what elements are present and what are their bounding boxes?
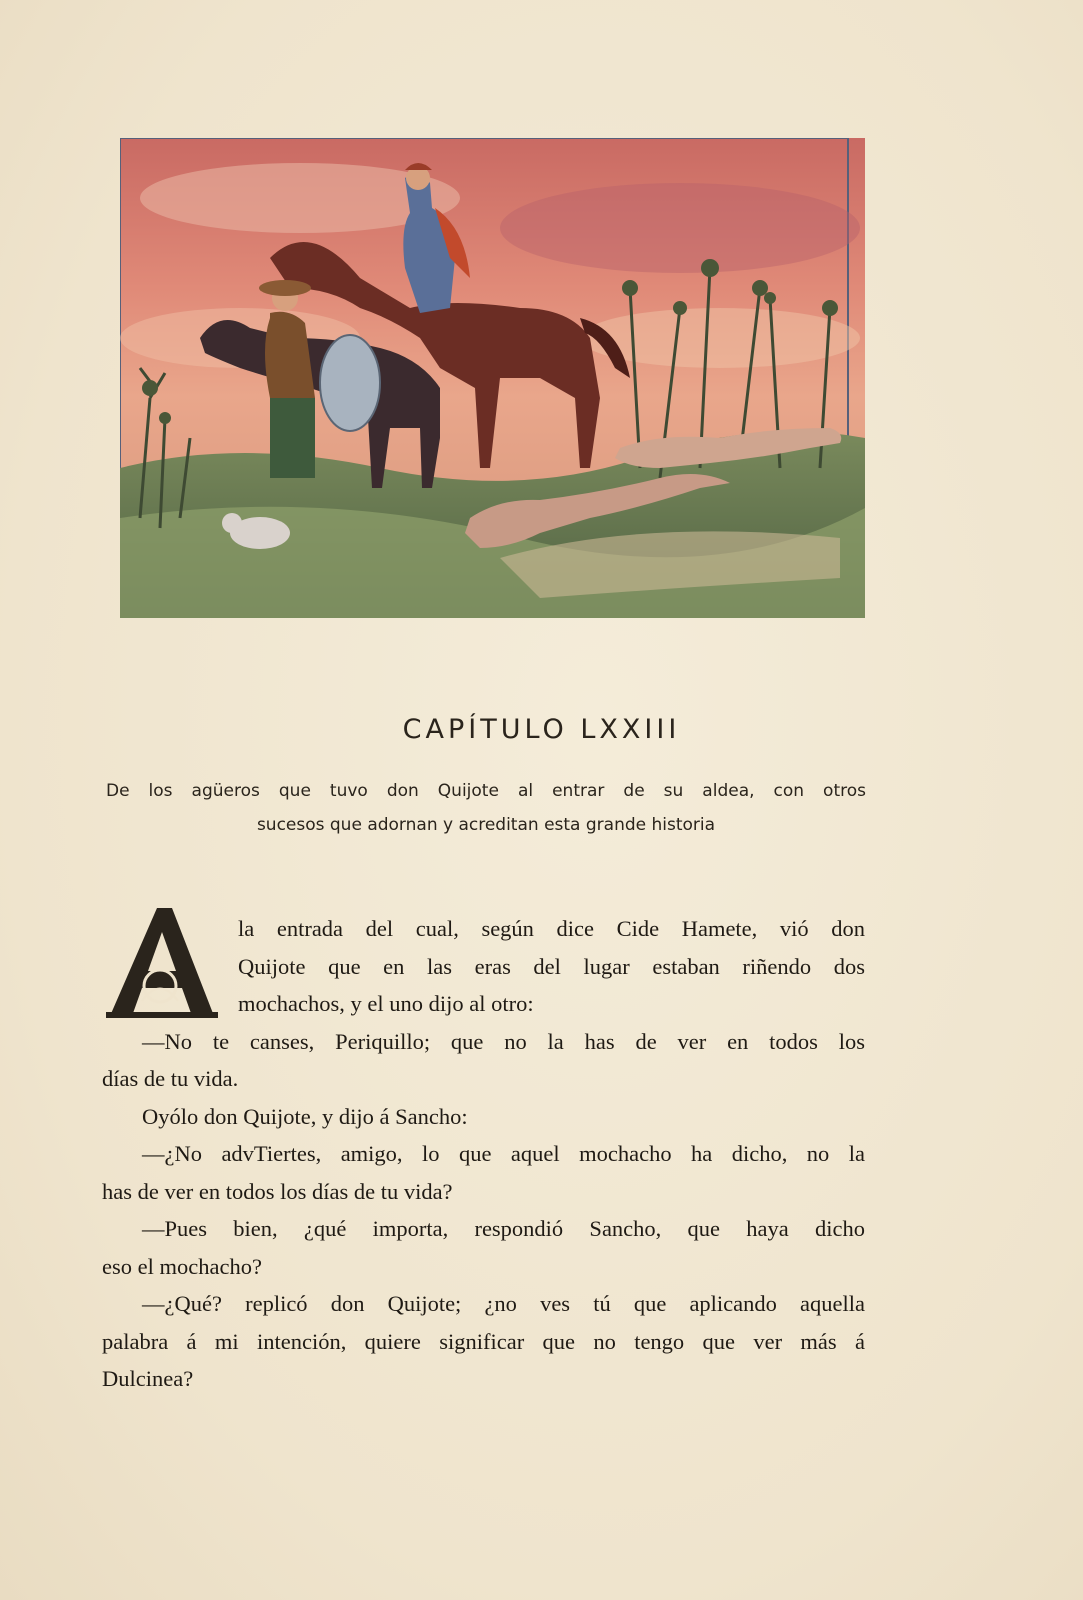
text-line: has de ver en todos los días de tu vida? (102, 1178, 453, 1204)
drop-cap-letter: A (160, 978, 161, 979)
paragraph-2 (102, 1023, 865, 1098)
text-line: —¿Qué? replicó don Quijote; ¿no ves tú que aplicando aquella (142, 1291, 865, 1316)
chapter-illustration (120, 138, 865, 618)
chapter-body (102, 910, 865, 1398)
text-line: Quijote que en las eras del lugar estaban riñendo dos (238, 953, 865, 979)
text-line: días de tu vida. (102, 1066, 239, 1091)
paragraph-5 (102, 1210, 865, 1285)
chapter-title: CAPÍTULO LXXIII (402, 714, 681, 746)
text-line: la entrada del cual, según dice Cide Hamete, vió don (238, 916, 865, 941)
text-line: —¿No advTiertes, amigo, lo que aquel mochacho ha dicho, no la (142, 1141, 865, 1166)
text-line: eso el mochacho? (102, 1253, 262, 1279)
subtitle-line-1: De los agüeros que tuvo don Quijote al entrar de su aldea, con otros (106, 781, 866, 801)
text-line: —Pues bien, ¿qué importa, respondió Sancho, que haya dicho (142, 1216, 865, 1241)
paragraph-3 (102, 1098, 865, 1136)
text-line: Oyólo don Quijote, y dijo á Sancho: (142, 1103, 468, 1129)
subtitle-line-2: sucesos que adornan y acreditan esta grande historia (256, 815, 716, 835)
text-line: palabra á mi intención, quiere significar que no tengo que ver más á (102, 1328, 865, 1354)
text-line: Dulcinea? (102, 1366, 194, 1391)
text-line: —No te canses, Periquillo; que no la has de ver en todos los (142, 1028, 865, 1054)
horsemen-illustration-icon (120, 138, 865, 618)
paragraph-4 (102, 1135, 865, 1210)
chapter-subtitle (106, 774, 866, 842)
ornamental-letter-a-icon (102, 906, 222, 1022)
paragraph-6 (102, 1285, 865, 1398)
text-line: mochachos, y el uno dijo al otro: (238, 991, 534, 1016)
